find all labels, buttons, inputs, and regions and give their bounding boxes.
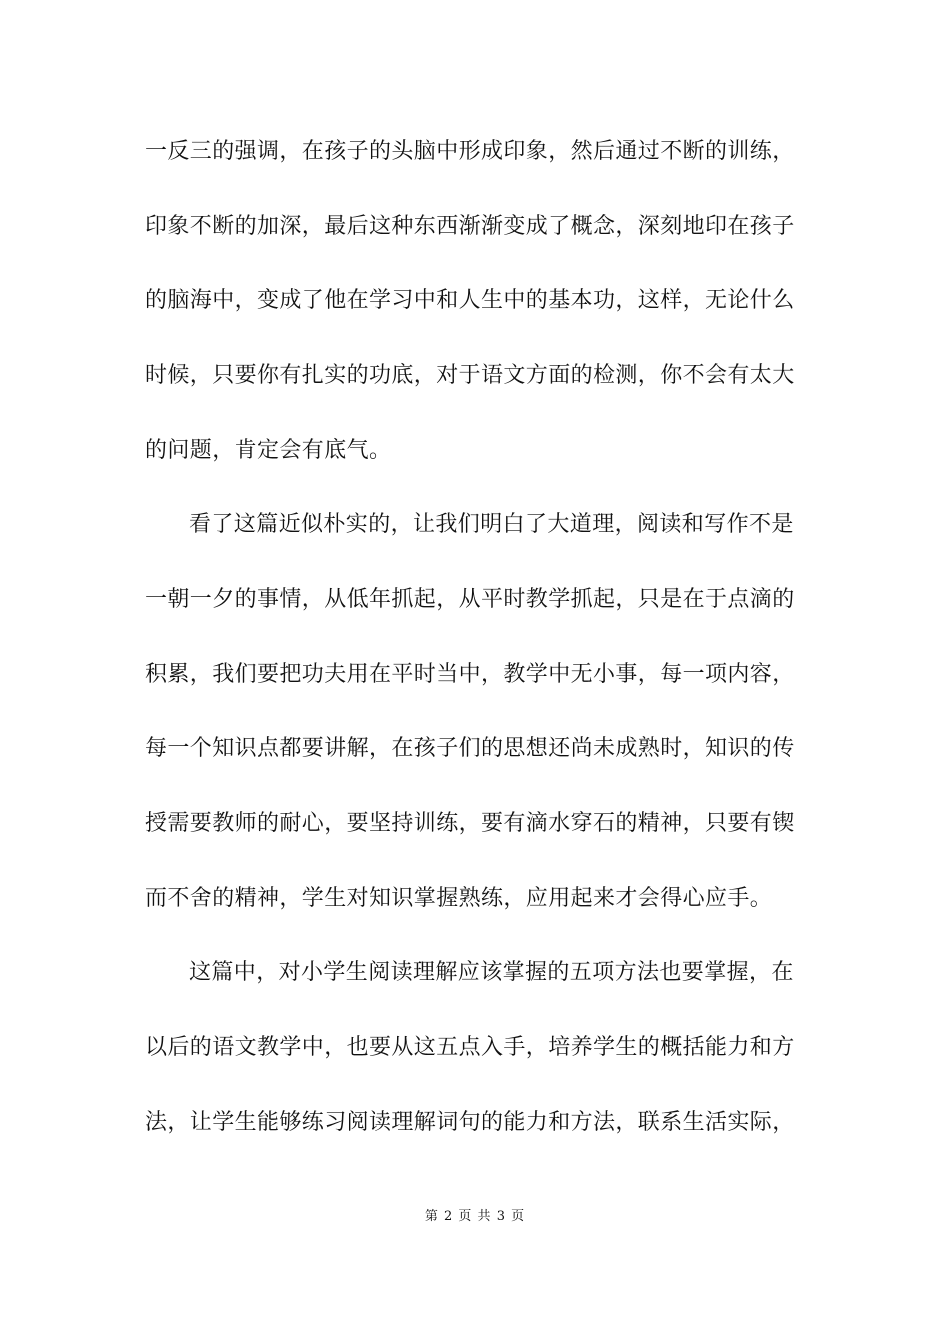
body-text-line: 而不舍的精神，学生对知识掌握熟练，应用起来才会得心应手。 xyxy=(145,886,773,911)
body-text-line: 授需要教师的耐心，要坚持训练，要有滴水穿石的精神，只要有锲 xyxy=(145,811,795,836)
page-number: 第 2 页 共 3 页 xyxy=(424,1209,526,1224)
body-text-line: 的问题，肯定会有底气。 xyxy=(145,438,392,463)
body-text-line: 的脑海中，变成了他在学习中和人生中的基本功，这样，无论什么 xyxy=(145,288,795,313)
body-text-line: 一朝一夕的事情，从低年抓起，从平时教学抓起，只是在于点滴的 xyxy=(145,587,795,612)
paragraph-first-line: 这篇中，对小学生阅读理解应该掌握的五项方法也要掌握，在 xyxy=(189,960,794,985)
body-text-line: 时候，只要你有扎实的功底，对于语文方面的检测，你不会有太大 xyxy=(145,363,795,388)
page-footer xyxy=(0,1205,950,1224)
body-text-line: 以后的语文教学中，也要从这五点入手，培养学生的概括能力和方 xyxy=(145,1035,795,1060)
body-text-line: 积累，我们要把功夫用在平时当中，教学中无小事，每一项内容， xyxy=(145,662,795,687)
body-text-line: 每一个知识点都要讲解，在孩子们的思想还尚未成熟时，知识的传 xyxy=(145,736,795,761)
body-text-line: 法，让学生能够练习阅读理解词句的能力和方法，联系生活实际， xyxy=(145,1110,795,1135)
paragraph-first-line: 看了这篇近似朴实的，让我们明白了大道理，阅读和写作不是 xyxy=(189,512,794,537)
body-text-line: 一反三的强调，在孩子的头脑中形成印象，然后通过不断的训练， xyxy=(145,139,795,164)
body-text-line: 印象不断的加深，最后这种东西渐渐变成了概念，深刻地印在孩子 xyxy=(145,214,795,239)
